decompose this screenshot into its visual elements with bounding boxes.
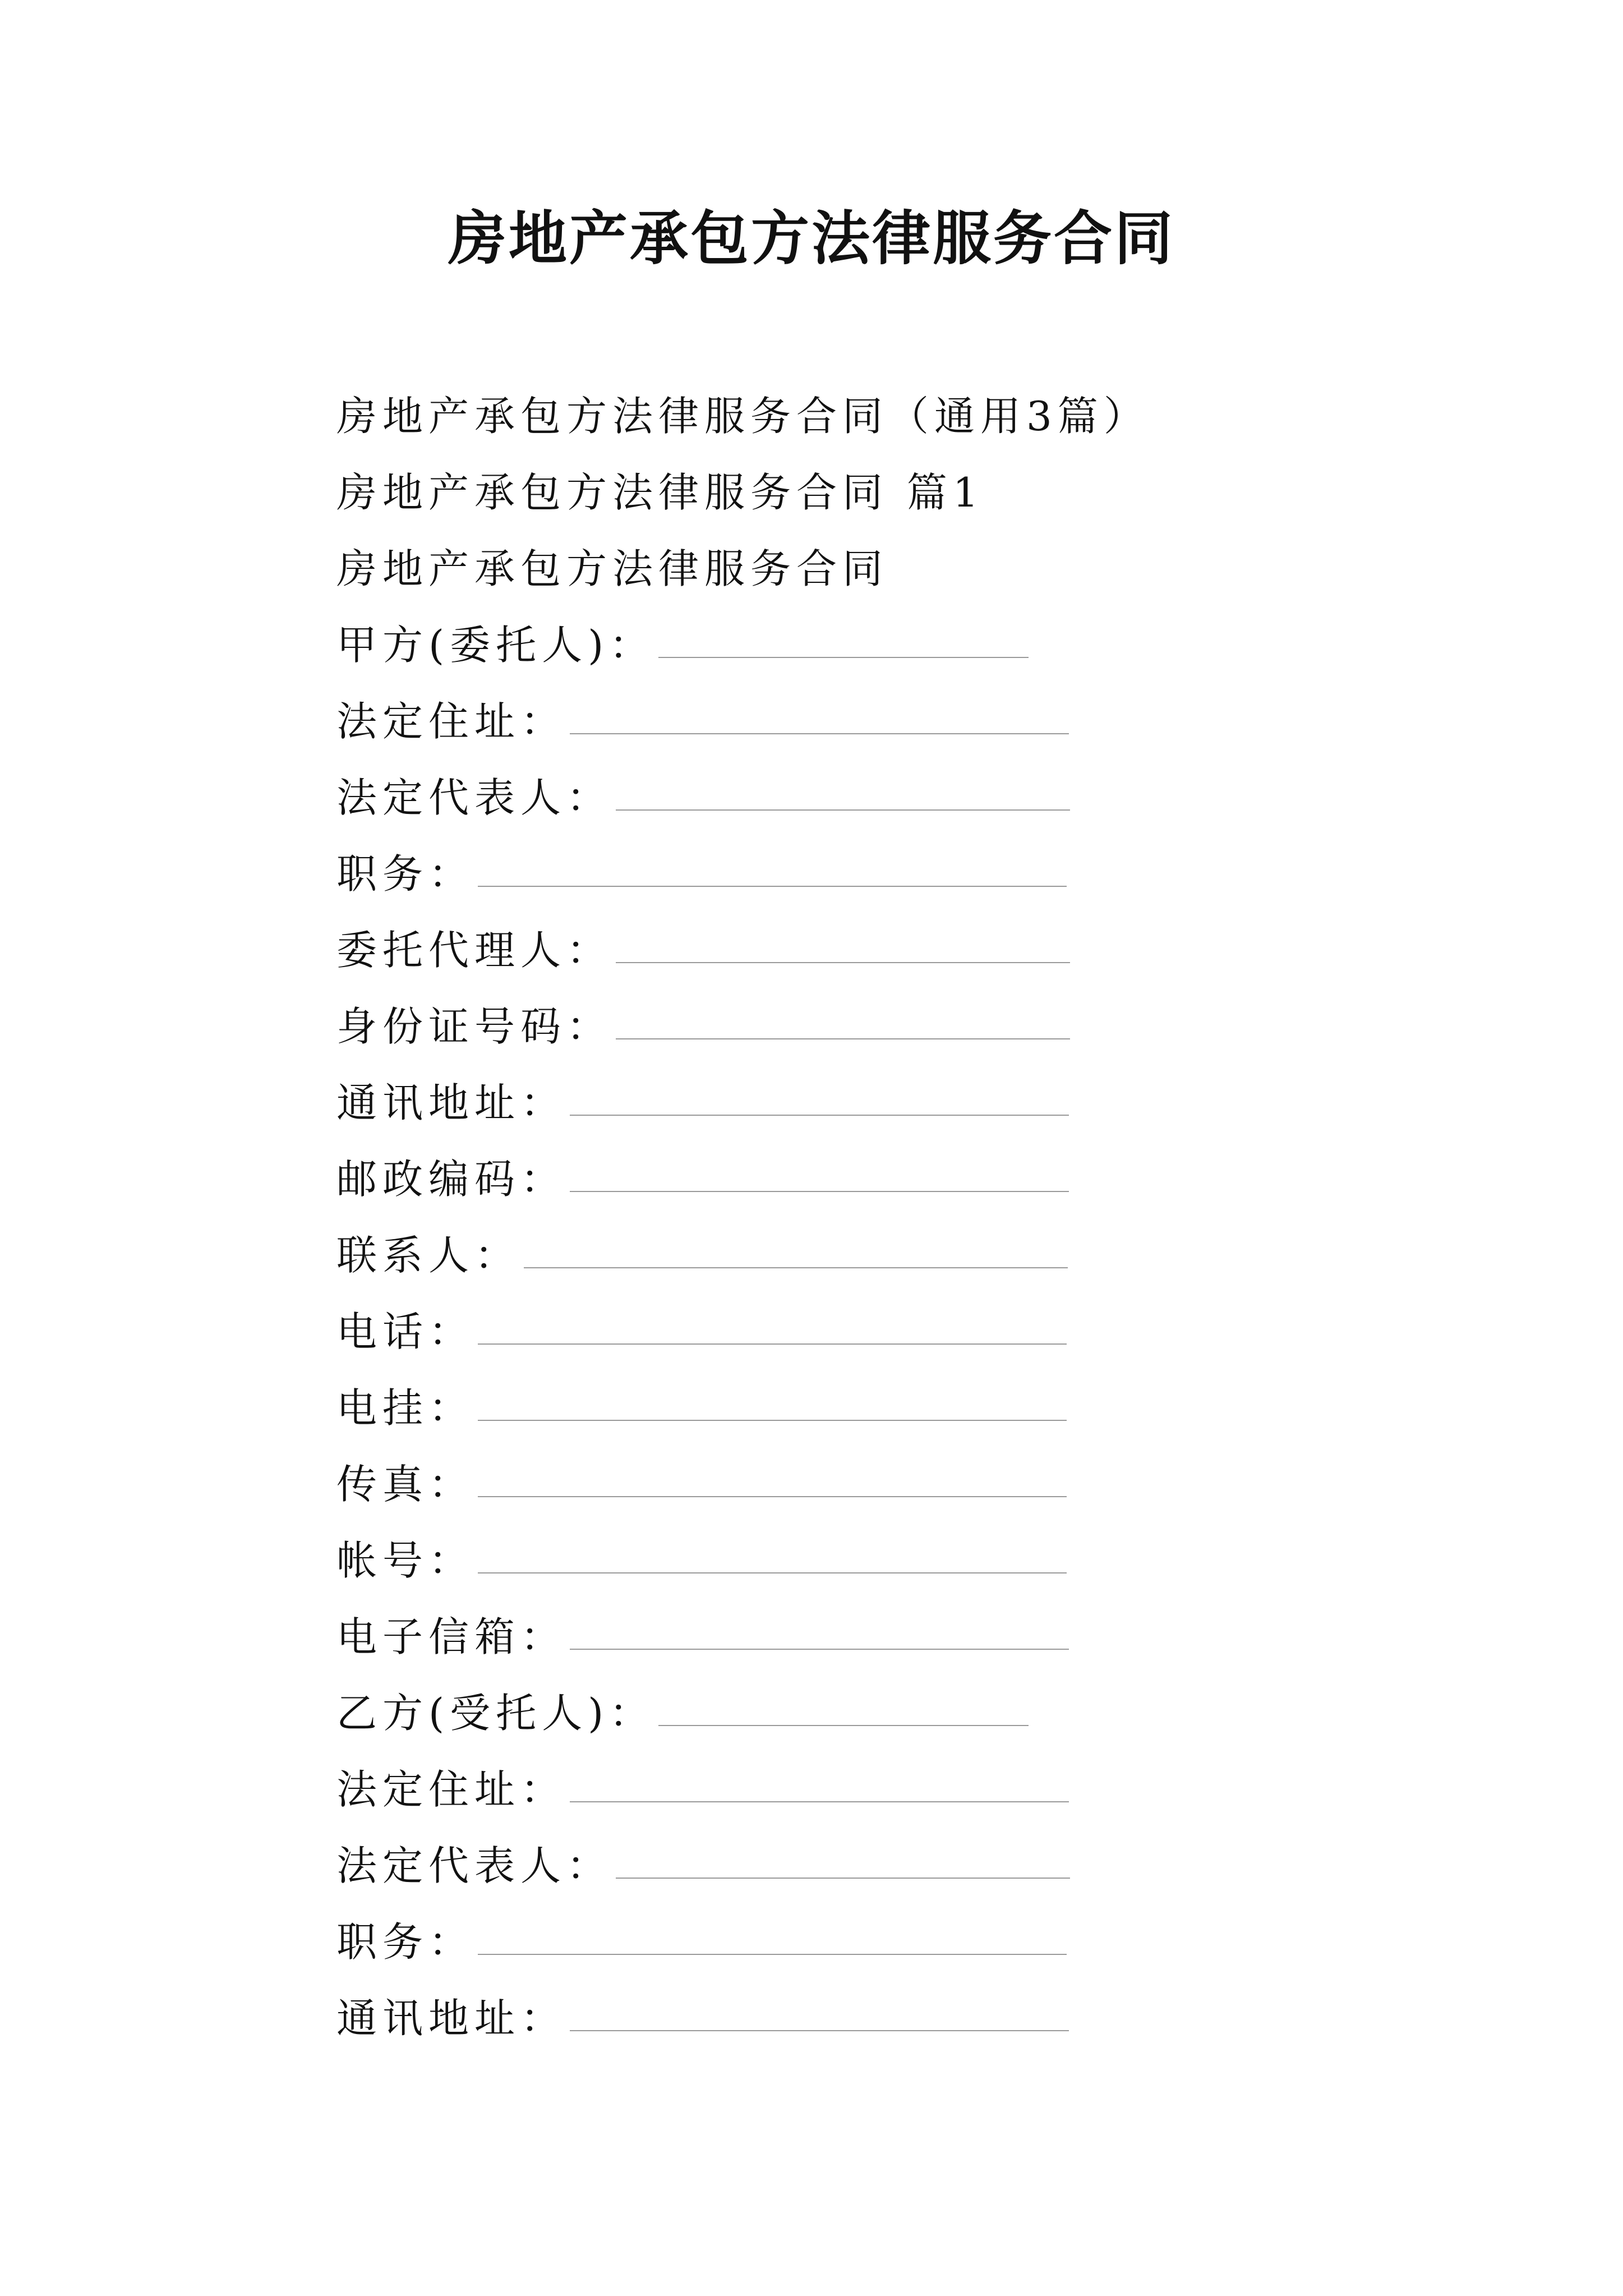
field-label: 邮政编码：	[336, 1156, 567, 1203]
form-field	[336, 680, 1290, 756]
contract-heading	[336, 527, 1290, 604]
fill-in-blank	[570, 733, 1069, 734]
fill-in-blank	[570, 2030, 1069, 2031]
field-label: 身份证号码：	[336, 1003, 613, 1050]
fill-in-blank	[570, 1115, 1069, 1116]
fill-in-blank	[478, 1496, 1067, 1497]
form-field	[336, 1443, 1290, 1519]
fill-in-blank	[616, 1038, 1070, 1039]
text-line: 房地产承包方法律服务合同	[336, 545, 889, 592]
form-field	[336, 1061, 1290, 1138]
fill-in-blank	[616, 1878, 1070, 1879]
form-field	[336, 1901, 1290, 1977]
form-field	[336, 1214, 1290, 1290]
form-field	[336, 604, 1290, 680]
form-field	[336, 1595, 1290, 1672]
field-label: 通讯地址：	[336, 1995, 567, 2042]
field-label: 电子信箱：	[336, 1613, 567, 1660]
form-field	[336, 756, 1290, 832]
field-label: 帐号：	[336, 1537, 475, 1584]
field-label: 电挂：	[336, 1384, 475, 1432]
field-label: 职务：	[336, 850, 475, 898]
fill-in-blank	[616, 809, 1070, 811]
subtitle-line	[336, 375, 1290, 451]
document-title: 房地产承包方法律服务合同	[448, 204, 1175, 273]
text-line: 房地产承包方法律服务合同 篇1	[336, 469, 984, 516]
form-field	[336, 1977, 1290, 2053]
fill-in-blank	[658, 1725, 1029, 1726]
field-label: 传真：	[336, 1461, 475, 1508]
form-field	[336, 1366, 1290, 1443]
form-field	[336, 1748, 1290, 1824]
form-field	[336, 1824, 1290, 1901]
fill-in-blank	[570, 1801, 1069, 1802]
fill-in-blank	[478, 1343, 1067, 1345]
fill-in-blank	[478, 886, 1067, 887]
form-field	[336, 1519, 1290, 1595]
field-label: 法定代表人：	[336, 774, 613, 821]
field-label: 联系人：	[336, 1232, 521, 1279]
fill-in-blank	[570, 1191, 1069, 1192]
form-field	[336, 909, 1290, 985]
form-field	[336, 1290, 1290, 1366]
field-label: 法定住址：	[336, 698, 567, 745]
fill-in-blank	[616, 962, 1070, 963]
field-label: 法定住址：	[336, 1766, 567, 1813]
fill-in-blank	[478, 1954, 1067, 1955]
text-line: 房地产承包方法律服务合同（通用3篇）	[336, 393, 1150, 440]
field-label: 职务：	[336, 1918, 475, 1966]
field-label: 法定代表人：	[336, 1842, 613, 1889]
fill-in-blank	[478, 1572, 1067, 1573]
form-field	[336, 1138, 1290, 1214]
section-heading	[336, 451, 1290, 527]
fill-in-blank	[658, 657, 1029, 658]
field-label: 乙方(受托人)：	[336, 1690, 656, 1737]
field-label: 委托代理人：	[336, 927, 613, 974]
form-field	[336, 832, 1290, 909]
fill-in-blank	[570, 1649, 1069, 1650]
fill-in-blank	[524, 1267, 1068, 1268]
field-label: 通讯地址：	[336, 1079, 567, 1126]
form-field	[336, 985, 1290, 1061]
field-label: 甲方(委托人)：	[336, 622, 656, 669]
document-body	[336, 375, 1290, 2053]
fill-in-blank	[478, 1420, 1067, 1421]
field-label: 电话：	[336, 1308, 475, 1355]
form-field	[336, 1672, 1290, 1748]
